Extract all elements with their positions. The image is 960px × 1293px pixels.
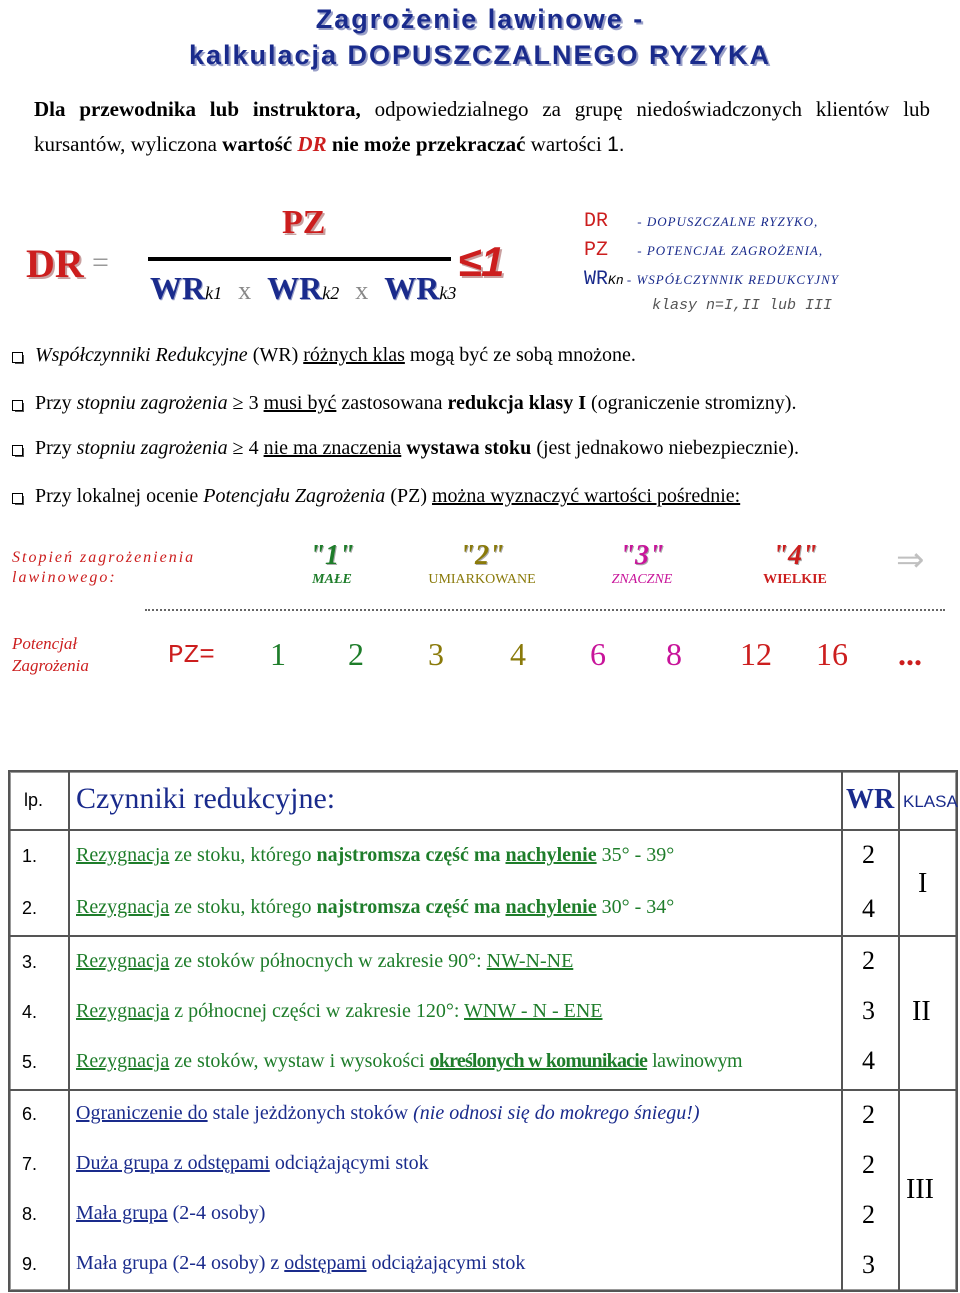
- pz-value: ...: [898, 636, 922, 672]
- scale-label: [12, 548, 195, 588]
- row-5-lp: 5.: [22, 1052, 38, 1072]
- header-lp: lp.: [24, 790, 44, 810]
- k1-sub: k1: [205, 283, 223, 303]
- bullet-2: [35, 392, 796, 415]
- arrow-right-icon: ⇒: [896, 542, 925, 579]
- bullet-3-icon: [12, 445, 24, 457]
- level-4-num: "4": [772, 540, 818, 571]
- formula-numerator: PZ: [282, 204, 326, 241]
- level-3: [572, 540, 712, 588]
- pz-value: 1: [270, 636, 286, 672]
- row-3-a: Rezygnacja: [76, 950, 170, 972]
- potential-label-1: Potencjał: [12, 634, 78, 653]
- row-2-text: [76, 896, 674, 919]
- bullet-1-icon: [12, 352, 24, 364]
- row-6-c: (nie odnosi się do mokrego śniegu!): [413, 1102, 700, 1124]
- row-1-b: ze stoku, którego: [174, 844, 312, 866]
- b2-e: zastosowana: [341, 392, 443, 414]
- header-factors: Czynniki redukcyjne:: [76, 782, 336, 815]
- intro-part-1: Dla przewodnika lub instruktora,: [34, 97, 361, 121]
- class-2: II: [912, 996, 931, 1027]
- row-6-text: [76, 1102, 700, 1125]
- intro-part-4: wartość: [222, 132, 293, 156]
- b2-c: ≥ 3: [232, 392, 259, 414]
- table-vline-2: [841, 770, 843, 1290]
- b3-b: stopniu zagrożenia: [76, 437, 228, 459]
- row-8-wr: 2: [862, 1200, 875, 1229]
- row-1-c: najstromsza część ma: [316, 844, 501, 866]
- pz-value: 8: [666, 636, 682, 672]
- level-1-num: "1": [309, 540, 355, 571]
- b3-d: nie ma znaczenia: [263, 437, 402, 459]
- wr-3: WR: [384, 270, 440, 306]
- formula-le-one: ≤1: [458, 238, 505, 285]
- formula-equals: =: [92, 246, 109, 279]
- row-4-text: [76, 1000, 603, 1023]
- table-hline-class-1: [8, 935, 958, 937]
- row-1-a: Rezygnacja: [76, 844, 170, 866]
- level-1: [262, 540, 402, 588]
- legend-sym: PZ: [584, 239, 609, 262]
- row-5-wr: 4: [862, 1046, 875, 1075]
- pz-value: 2: [348, 636, 364, 672]
- level-3-name: ZNACZNE: [611, 572, 673, 587]
- intro-part-dr: DR: [297, 132, 327, 156]
- row-8-b: (2-4 osoby): [172, 1202, 266, 1224]
- row-9-a: Mała grupa (2-4 osoby) z: [76, 1252, 280, 1274]
- b3-f: (jest jednakowo niebezpiecznie).: [536, 437, 799, 459]
- pz-value: 12: [740, 636, 772, 672]
- intro-part-2: odpowiedzialnego za grupę niedoświadczonych klientów: [374, 97, 890, 121]
- row-1-wr: 2: [862, 840, 875, 869]
- class-1: I: [918, 868, 928, 899]
- legend: [584, 210, 839, 314]
- intro-part-6: nie może przekraczać: [331, 132, 526, 156]
- b2-d: musi być: [263, 392, 337, 414]
- b1-a: Współczynniki Redukcyjne: [35, 344, 248, 366]
- fraction-bar: [148, 257, 451, 261]
- formula-denominator: [150, 270, 456, 307]
- b3-c: ≥ 4: [232, 437, 259, 459]
- times-1: x: [238, 276, 252, 305]
- row-6-a: Ograniczenie do: [76, 1102, 208, 1124]
- bullet-2-icon: [12, 400, 24, 412]
- row-3-text: [76, 950, 573, 973]
- row-1-d: nachylenie: [505, 844, 597, 866]
- row-2-b: ze stoku, którego: [174, 896, 312, 918]
- row-4-wr: 3: [862, 996, 875, 1025]
- legend-desc: - DOPUSZCZALNE RYZYKO,: [637, 214, 819, 229]
- row-8-text: [76, 1202, 265, 1225]
- times-2: x: [355, 276, 369, 305]
- b1-b: (WR): [252, 344, 299, 366]
- row-6-b: stale jeżdżonych stoków: [212, 1102, 409, 1124]
- row-5-b: ze stoków, wystaw i wysokości: [174, 1050, 425, 1072]
- b4-b: Potencjału Zagrożenia: [203, 485, 386, 507]
- row-6-wr: 2: [862, 1100, 875, 1129]
- row-7-wr: 2: [862, 1150, 875, 1179]
- b4-a: Przy lokalnej ocenie: [35, 485, 199, 507]
- legend-row-classes: klasy n=I,II lub III: [652, 297, 833, 314]
- table-vline-3: [898, 770, 900, 1290]
- scale-label-2: lawinowego:: [12, 569, 117, 586]
- legend-desc: - WSPÓŁCZYNNIK REDUKCYJNY: [626, 272, 839, 287]
- row-8-lp: 8.: [22, 1204, 38, 1224]
- class-3: III: [906, 1174, 934, 1205]
- row-9-text: [76, 1252, 525, 1275]
- k2-sub: k2: [322, 283, 340, 303]
- row-3-lp: 3.: [22, 952, 38, 972]
- b2-b: stopniu zagrożenia: [76, 392, 228, 414]
- legend-sym: WR: [584, 268, 609, 291]
- row-9-c: odciążającymi stok: [371, 1252, 526, 1274]
- pz-value: 3: [428, 636, 444, 672]
- b4-d: można wyznaczyć wartości pośrednie:: [431, 485, 741, 507]
- row-7-a: Duża grupa z odstępami: [76, 1152, 270, 1174]
- legend-row-pz: [584, 239, 839, 268]
- bullet-4: [35, 485, 740, 508]
- b2-g: (ograniczenie stromizny).: [591, 392, 797, 414]
- b3-e: wystawa stoku: [406, 437, 532, 459]
- level-2: [412, 540, 552, 588]
- bullet-1: [35, 344, 636, 367]
- legend-desc: - POTENCJAŁ ZAGROŻENIA,: [637, 243, 824, 258]
- scale-divider: [145, 609, 945, 611]
- title-line-1: Zagrożenie lawinowe -: [315, 4, 645, 34]
- potential-label: [12, 633, 89, 677]
- row-2-c: najstromsza część ma: [316, 896, 501, 918]
- row-9-wr: 3: [862, 1250, 875, 1279]
- row-5-c: określonych w komunikacie: [429, 1050, 648, 1072]
- level-3-num: "3": [619, 540, 665, 571]
- b2-f: redukcja klasy I: [447, 392, 586, 414]
- row-1-lp: 1.: [22, 846, 38, 866]
- row-1-text: [76, 844, 674, 867]
- table-vline-1: [68, 770, 70, 1290]
- title-line-2: kalkulacja DOPUSZCZALNEGO RYZYKA: [188, 40, 772, 70]
- formula-dr: DR: [26, 241, 84, 286]
- level-4: [725, 540, 865, 588]
- level-2-name: UMIARKOWANE: [428, 572, 536, 587]
- legend-row-dr: [584, 210, 839, 239]
- b1-d: mogą być ze sobą mnożone.: [409, 344, 636, 366]
- bullet-3: [35, 437, 799, 460]
- header-klasa: KLASA: [903, 792, 958, 811]
- b1-c: różnych klas: [303, 344, 405, 366]
- k3-sub: k3: [439, 283, 457, 303]
- row-2-wr: 4: [862, 894, 875, 923]
- row-4-b: z północnej części w zakresie 120°:: [174, 1000, 460, 1022]
- intro-part-3: lub kursantów, wyliczona: [34, 97, 931, 156]
- table-hline-class-2: [8, 1089, 958, 1091]
- row-3-b: ze stoków północnych w zakresie 90°:: [174, 950, 482, 972]
- row-5-a: Rezygnacja: [76, 1050, 170, 1072]
- header-wr: WR: [846, 784, 895, 815]
- wr-2: WR: [267, 270, 323, 306]
- legend-row-wr: [584, 268, 839, 297]
- pz-equals: PZ=: [168, 640, 215, 670]
- row-5-text: [76, 1050, 742, 1073]
- potential-label-2: Zagrożenia: [12, 656, 89, 675]
- intro-paragraph: [34, 92, 930, 162]
- level-2-num: "2": [459, 540, 505, 571]
- row-9-b: odstępami: [284, 1252, 367, 1274]
- row-6-lp: 6.: [22, 1104, 38, 1124]
- scale-label-1: Stopień zagrożenienia: [12, 549, 196, 566]
- row-2-a: Rezygnacja: [76, 896, 170, 918]
- row-9-lp: 9.: [22, 1254, 38, 1274]
- row-8-a: Mała grupa: [76, 1202, 168, 1224]
- b2-a: Przy: [35, 392, 72, 414]
- row-5-d: lawinowym: [652, 1050, 743, 1072]
- pz-value: 4: [510, 636, 526, 672]
- row-3-c: NW-N-NE: [486, 950, 574, 972]
- bullet-4-icon: [12, 493, 24, 505]
- row-4-c: WNW - N - ENE: [464, 1000, 603, 1022]
- intro-part-8: 1.: [607, 133, 625, 156]
- intro-part-7: wartości: [530, 132, 602, 156]
- row-3-wr: 2: [862, 946, 875, 975]
- pz-value: 16: [816, 636, 848, 672]
- row-2-lp: 2.: [22, 898, 38, 918]
- row-4-lp: 4.: [22, 1002, 38, 1022]
- level-4-name: WIELKIE: [763, 572, 827, 587]
- row-2-d: nachylenie: [505, 896, 597, 918]
- pz-value: 6: [590, 636, 606, 672]
- legend-sym: DR: [584, 210, 609, 233]
- level-1-name: MAŁE: [312, 572, 352, 587]
- wr-1: WR: [150, 270, 206, 306]
- table-hline-header: [8, 829, 958, 831]
- row-7-text: [76, 1152, 429, 1175]
- row-1-e: 35° - 39°: [601, 844, 675, 866]
- row-2-e: 30° - 34°: [601, 896, 675, 918]
- row-7-b: odciążającymi stok: [274, 1152, 429, 1174]
- legend-sub: Kn: [608, 273, 624, 288]
- b4-c: (PZ): [390, 485, 427, 507]
- row-4-a: Rezygnacja: [76, 1000, 170, 1022]
- row-7-lp: 7.: [22, 1154, 38, 1174]
- b3-a: Przy: [35, 437, 72, 459]
